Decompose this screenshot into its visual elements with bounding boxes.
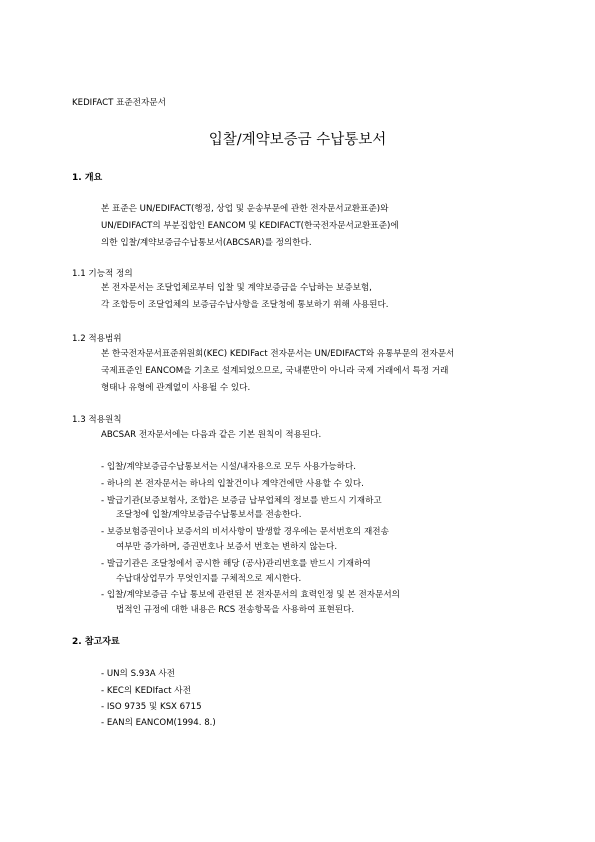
principle-bullet: - 발급기관(보증보험사, 조합)은 보증금 납부업체의 정보를 반드시 기재하고 (101, 496, 382, 506)
section-heading-references: 2. 참고자료 (72, 637, 120, 647)
principle-bullet: - 입찰/계약보증금수납통보서는 시설/내자용으로 모두 사용가능하다. (101, 462, 356, 472)
reference-item: - EAN의 EANCOM(1994. 8.) (101, 718, 216, 728)
document-header: KEDIFACT 표준전자문서 (72, 98, 166, 108)
subsection-heading-functional-definition: 1.1 기능적 정의 (72, 269, 133, 279)
principle-bullet-continuation: 여부만 증가하며, 증권번호나 보증서 번호는 변하지 않는다. (116, 542, 338, 552)
overview-paragraph-line: UN/EDIFACT의 부분집합인 EANCOM 및 KEDIFACT(한국전자문서교환표준)에 (101, 221, 399, 231)
functional-definition-line: 각 조합등이 조달업체의 보증금수납사항을 조달청에 통보하기 위해 사용된다. (101, 300, 389, 310)
overview-paragraph-line: 본 표준은 UN/EDIFACT(행정, 상업 및 운송부문에 관한 전자문서교환표준)와 (101, 204, 389, 214)
principle-bullet: - 하나의 본 전자문서는 하나의 입찰건이나 계약건에만 사용할 수 있다. (101, 479, 364, 489)
principle-bullet: - 보증보험증권이나 보증서의 비서사항이 발생할 경우에는 문서번호의 재전송 (101, 527, 389, 537)
reference-item: - KEC의 KEDIfact 사전 (101, 686, 191, 696)
scope-line: 본 한국전자문서표준위원회(KEC) KEDIFact 전자문서는 UN/EDIFACT와 유통부문의 전자문서 (101, 349, 455, 359)
principle-bullet-continuation: 조달청에 입찰/계약보증금수납통보서를 전송한다. (116, 510, 302, 520)
scope-line: 형태나 유형에 관계없이 사용될 수 있다. (101, 383, 251, 393)
reference-item: - UN의 S.93A 사전 (101, 669, 175, 679)
overview-paragraph-line: 의한 입찰/계약보증금수납통보서(ABCSAR)를 정의한다. (101, 238, 312, 248)
reference-item: - ISO 9735 및 KSX 6715 (101, 702, 202, 712)
subsection-heading-scope: 1.2 적용범위 (72, 334, 122, 344)
principle-bullet-continuation: 법적인 규정에 대한 내용은 RCS 전송항목을 사용하여 표현된다. (116, 605, 355, 615)
subsection-heading-principles: 1.3 적용원칙 (72, 415, 122, 425)
functional-definition-line: 본 전자문서는 조달업체로부터 입찰 및 계약보증금을 수납하는 보증보험, (101, 283, 372, 293)
principle-bullet-continuation: 수납대상업무가 무엇인지를 구체적으로 제시한다. (116, 574, 302, 584)
principle-bullet: - 입찰/계약보증금 수납 통보에 관련된 본 전자문서의 효력인정 및 본 전자문서의 (101, 590, 400, 600)
principles-intro: ABCSAR 전자문서에는 다음과 같은 기본 원칙이 적용된다. (101, 430, 322, 440)
section-heading-overview: 1. 개요 (72, 173, 103, 183)
scope-line: 국제표준인 EANCOM을 기초로 설계되었으므로, 국내뿐만이 아니라 국제 거래에서 특정 거래 (101, 366, 449, 376)
principle-bullet: - 발급기관은 조달청에서 공시한 해당 (공사)관리번호를 반드시 기재하여 (101, 559, 371, 569)
document-title: 입찰/계약보증금 수납통보서 (208, 132, 387, 148)
